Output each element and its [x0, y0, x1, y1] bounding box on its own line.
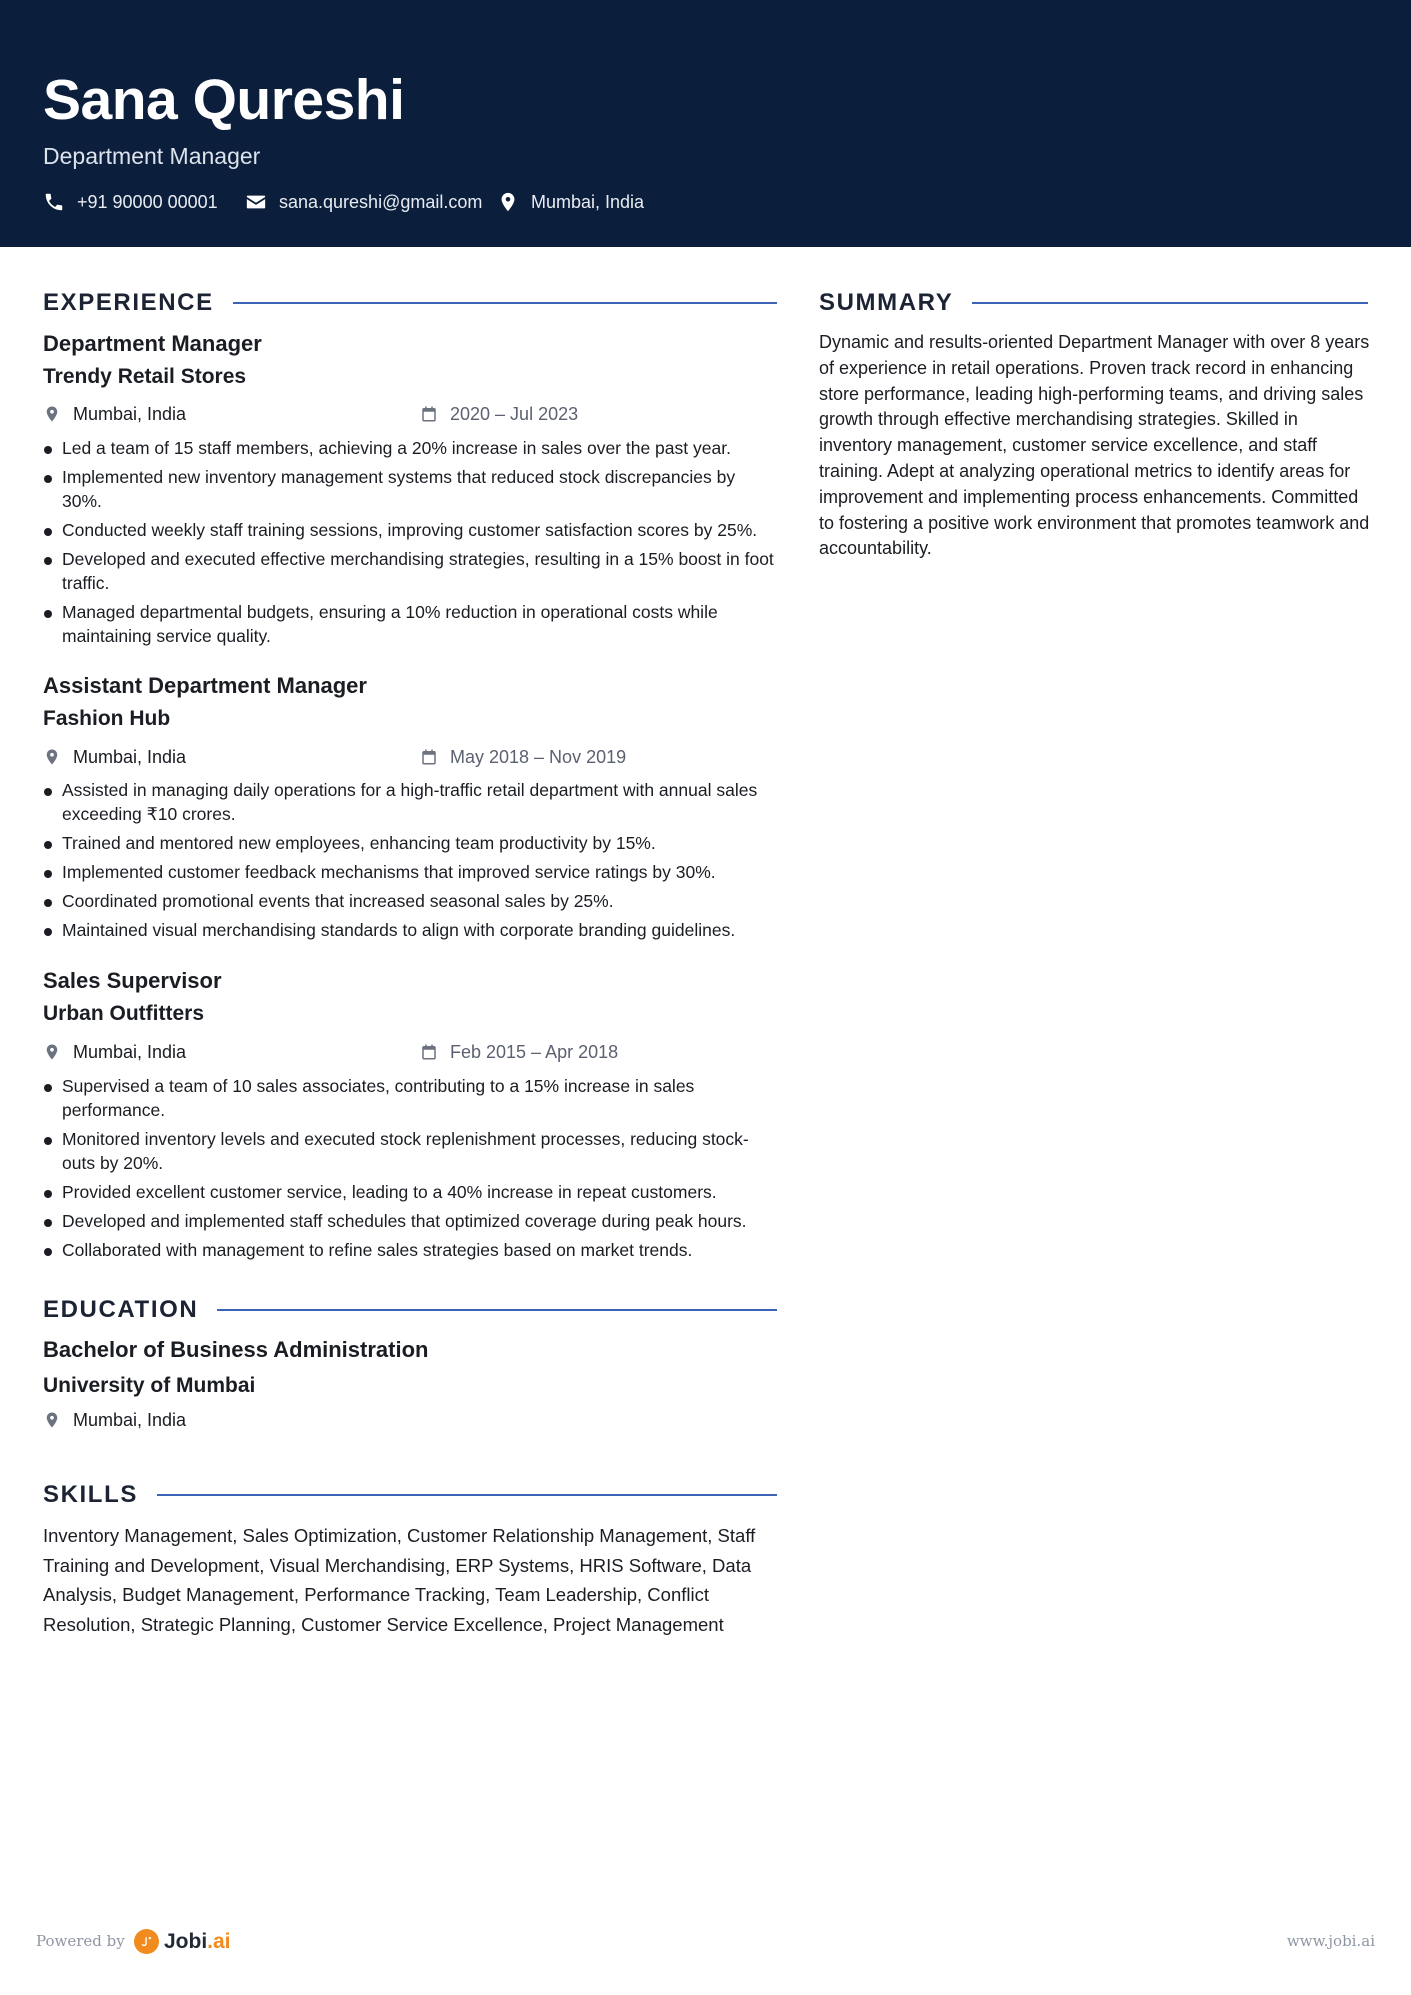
phone-icon [43, 191, 65, 213]
job-bullets [43, 1074, 778, 1267]
job-dates-text: Feb 2015 – Apr 2018 [450, 1042, 619, 1062]
map-pin-icon [43, 405, 61, 423]
list-item: Assisted in managing daily operations for a high-traffic retail department with annual sales exceeding ₹10 crores. [43, 778, 778, 826]
jobi-logo-icon [134, 1929, 159, 1954]
list-item: Monitored inventory levels and executed stock replenishment processes, reducing stock-outs by 20%. [43, 1127, 778, 1175]
map-pin-icon [43, 1043, 61, 1061]
email-address: sana.qureshi@gmail.com [279, 192, 483, 212]
job-dates-text: May 2018 – Nov 2019 [450, 747, 627, 767]
job-title: Assistant Department Manager [43, 673, 367, 698]
resume-header [0, 0, 1411, 247]
logo-suffix: .ai [207, 1930, 231, 1953]
company-name: Urban Outfitters [43, 1002, 205, 1025]
job-location [43, 405, 186, 423]
list-item: Trained and mentored new employees, enhancing team productivity by 15%. [43, 831, 778, 855]
map-pin-icon [497, 191, 519, 213]
skills-section-header [43, 1483, 777, 1507]
company-name: Fashion Hub [43, 707, 171, 730]
jobi-logo-text [164, 1931, 231, 1952]
job-title: Department Manager [43, 331, 262, 356]
list-item: Coordinated promotional events that increased seasonal sales by 25%. [43, 889, 778, 913]
logo-main: Jobi [164, 1930, 208, 1953]
jobi-logo[interactable] [134, 1929, 231, 1954]
job-location-text: Mumbai, India [73, 404, 187, 424]
powered-by-label: Powered by [36, 1932, 125, 1950]
job-title: Sales Supervisor [43, 968, 222, 993]
school-location [43, 1411, 186, 1429]
summary-heading: SUMMARY [819, 289, 954, 316]
section-divider [972, 302, 1368, 304]
school-location-text: Mumbai, India [73, 1410, 187, 1430]
experience-heading: EXPERIENCE [43, 289, 214, 316]
education-section-header [43, 1298, 777, 1322]
list-item: Conducted weekly staff training sessions, improving customer satisfaction scores by 25%. [43, 518, 778, 542]
envelope-icon [245, 191, 267, 213]
experience-section-header [43, 291, 777, 315]
candidate-role: Department Manager [43, 143, 261, 169]
summary-section-header [819, 291, 1368, 315]
education-heading: EDUCATION [43, 1296, 199, 1323]
list-item: Led a team of 15 staff members, achieving a 20% increase in sales over the past year. [43, 436, 778, 460]
list-item: Developed and executed effective merchandising strategies, resulting in a 15% boost in foot traffic. [43, 547, 778, 595]
school-name: University of Mumbai [43, 1374, 256, 1397]
section-divider [217, 1309, 777, 1311]
degree-title: Bachelor of Business Administration [43, 1337, 429, 1362]
calendar-icon [420, 1043, 438, 1061]
job-bullets [43, 778, 778, 947]
contact-email [245, 191, 482, 213]
calendar-icon [420, 748, 438, 766]
summary-text: Dynamic and results-oriented Department Manager with over 8 years of experience in retail operations. Proven track record in enhancing store performance, leading high-performing teams, and driving sales growth through effective merchandising strategies. Skilled in inventory management, customer service excellence, and staff training. Adept at analyzing operational metrics to identify areas for improvement and implementing process enhancements. Committed to fostering a positive work environment that promotes teamwork and accountability. [819, 332, 1370, 559]
calendar-icon [420, 405, 438, 423]
contact-phone [43, 191, 218, 213]
map-pin-icon [43, 748, 61, 766]
list-item: Managed departmental budgets, ensuring a 10% reduction in operational costs while maintaining service quality. [43, 600, 778, 648]
job-dates [420, 405, 578, 423]
job-location-text: Mumbai, India [73, 747, 187, 767]
skills-list: Inventory Management, Sales Optimization, Customer Relationship Management, Staff Training and Development, Visual Merchandising, ERP Systems, HRIS Software, Data Analysis, Budget Management, Performance Tracking, Team Leadership, Conflict Resolution, Strategic Planning, Customer Service Excellence, Project Management [43, 1525, 756, 1635]
job-dates-text: 2020 – Jul 2023 [450, 404, 579, 424]
section-divider [157, 1494, 777, 1496]
job-dates [420, 1043, 618, 1061]
job-location [43, 748, 186, 766]
skills-heading: SKILLS [43, 1481, 138, 1508]
job-dates [420, 748, 626, 766]
location-text: Mumbai, India [531, 192, 645, 212]
footer-url[interactable]: www.jobi.ai [1286, 1932, 1375, 1950]
list-item: Maintained visual merchandising standards to align with corporate branding guidelines. [43, 918, 778, 942]
company-name: Trendy Retail Stores [43, 365, 247, 388]
job-location-text: Mumbai, India [73, 1042, 187, 1062]
list-item: Developed and implemented staff schedules that optimized coverage during peak hours. [43, 1209, 778, 1233]
contact-location [497, 191, 644, 213]
list-item: Supervised a team of 10 sales associates, contributing to a 15% increase in sales performance. [43, 1074, 778, 1122]
list-item: Implemented new inventory management systems that reduced stock discrepancies by 30%. [43, 465, 778, 513]
job-bullets [43, 436, 778, 653]
candidate-name: Sana Qureshi [43, 68, 405, 132]
list-item: Implemented customer feedback mechanisms that improved service ratings by 30%. [43, 860, 778, 884]
map-pin-icon [43, 1411, 61, 1429]
phone-number: +91 90000 00001 [77, 192, 218, 212]
list-item: Provided excellent customer service, leading to a 40% increase in repeat customers. [43, 1180, 778, 1204]
list-item: Collaborated with management to refine sales strategies based on market trends. [43, 1238, 778, 1262]
section-divider [233, 302, 777, 304]
job-location [43, 1043, 186, 1061]
